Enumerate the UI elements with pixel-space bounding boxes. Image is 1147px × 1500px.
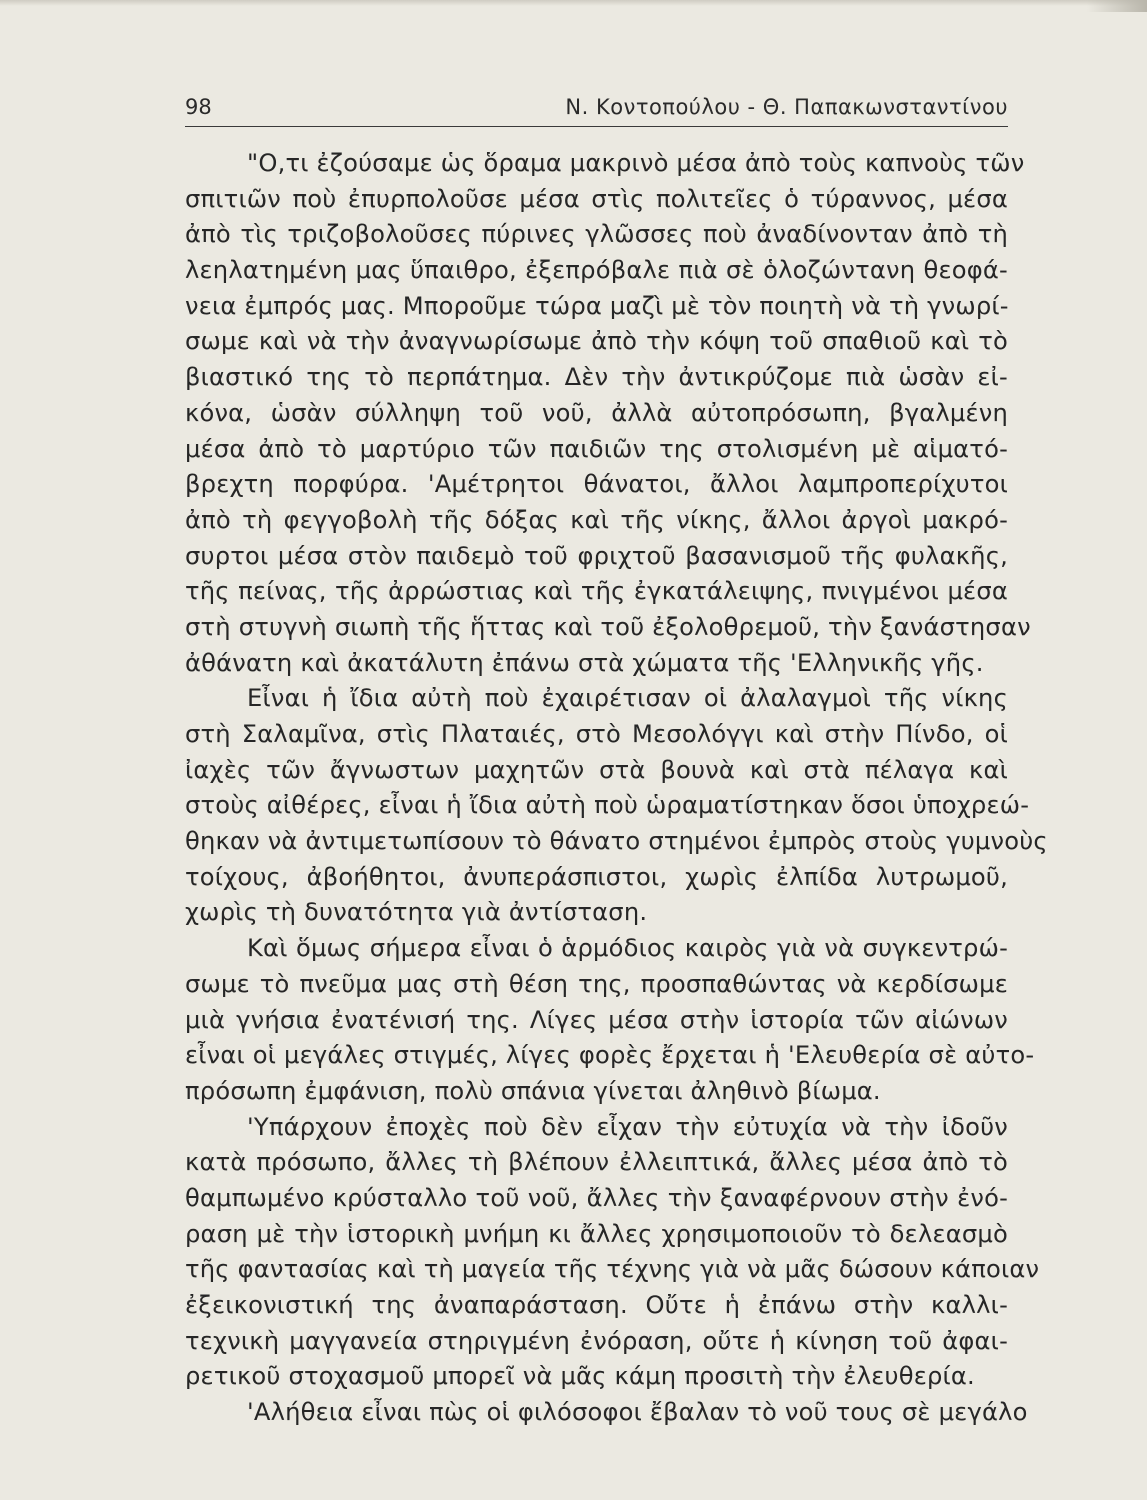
text-line: στοὺς αἰθέρες, εἶναι ἡ ἴδια αὐτὴ ποὺ ὡραματίστηκαν ὅσοι ὑποχρεώ- [185, 791, 1030, 820]
text-line: μέσα ἀπὸ τὸ μαρτύριο τῶν παιδιῶν της στολισμένη μὲ αἱματό- [185, 434, 1008, 463]
page-header [185, 92, 1008, 127]
text-line: εἶναι οἱ μεγάλες στιγμές, λίγες φορὲς ἔρχεται ἡ 'Ελευθερία σὲ αὐτο- [185, 1041, 1035, 1070]
text-line: κατὰ πρόσωπο, ἄλλες τὴ βλέπουν ἐλλειπτικά, ἄλλες μέσα ἀπὸ τὸ [185, 1148, 1008, 1177]
text-line: βιαστικό της τὸ περπάτημα. Δὲν τὴν ἀντικρύζομε πιὰ ὡσὰν εἰ- [185, 363, 1008, 392]
text-line: νεια ἐμπρός μας. Μποροῦμε τώρα μαζὶ μὲ τὸν ποιητὴ νὰ τὴ γνωρί- [185, 291, 1009, 320]
text-line: Εἶναι ἡ ἴδια αὐτὴ ποὺ ἐχαιρέτισαν οἱ ἀλαλαγμοὶ τῆς νίκης [247, 684, 1008, 713]
text-line: στὴ στυγνὴ σιωπὴ τῆς ἥττας καὶ τοῦ ἐξολοθρεμοῦ, τὴν ξανάστησαν [185, 612, 1031, 641]
text-line: στὴ Σαλαμῖνα, στὶς Πλαταιές, στὸ Μεσολόγγι καὶ στὴν Πίνδο, οἱ [185, 720, 1008, 748]
text-line: κόνα, ὡσὰν σύλληψη τοῦ νοῦ, ἀλλὰ αὐτοπρόσωπη, βγαλμένη [185, 398, 1008, 427]
text-line: τεχνικὴ μαγγανεία στηριγμένη ἐνόραση, οὔτε ἡ κίνηση τοῦ ἀφαι- [185, 1326, 1008, 1355]
text-line: πρόσωπη ἐμφάνιση, πολὺ σπάνια γίνεται ἀληθινὸ βίωμα. [185, 1076, 881, 1105]
page-corner-shadow [1087, 0, 1147, 12]
running-head-authors: Ν. Κοντοπούλου - Θ. Παπακωνσταντίνου [565, 95, 1008, 119]
text-line: θηκαν νὰ ἀντιμετωπίσουν τὸ θάνατο στημένοι ἐμπρὸς στοὺς γυμνοὺς [185, 827, 1048, 856]
text-line: "Ο,τι ἐζούσαμε ὡς ὅραμα μακρινὸ μέσα ἀπὸ τοὺς καπνοὺς τῶν [247, 149, 1025, 177]
body-text [185, 146, 1048, 1431]
page-top-edge [0, 0, 1147, 6]
text-line: ἀθάνατη καὶ ἀκατάλυτη ἐπάνω στὰ χώματα τῆς 'Ελληνικῆς γῆς. [185, 648, 984, 677]
text-line: σωμε τὸ πνεῦμα μας στὴ θέση της, προσπαθώντας νὰ κερδίσωμε [185, 969, 1008, 998]
text-line: τῆς πείνας, τῆς ἀρρώστιας καὶ τῆς ἐγκατάλειψης, πνιγμένοι μέσα [185, 577, 1008, 606]
text-line: χωρὶς τὴ δυνατότητα γιὰ ἀντίσταση. [185, 898, 648, 927]
text-line: ἐξεικονιστική της ἀναπαράσταση. Οὔτε ἡ ἐπάνω στὴν καλλι- [185, 1291, 1008, 1319]
text-line: ἰαχὲς τῶν ἄγνωστων μαχητῶν στὰ βουνὰ καὶ στὰ πέλαγα καὶ [185, 755, 1008, 784]
text-line: μιὰ γνήσια ἐνατένισή της. Λίγες μέσα στὴν ἱστορία τῶν αἰώνων [185, 1005, 1008, 1034]
text-line: συρτοι μέσα στὸν παιδεμὸ τοῦ φριχτοῦ βασανισμοῦ τῆς φυλακῆς, [185, 541, 1008, 570]
text-line: θαμπωμένο κρύσταλλο τοῦ νοῦ, ἄλλες τὴν ξαναφέρνουν στὴν ἐνό- [185, 1183, 1008, 1212]
text-line: 'Αλήθεια εἶναι πὼς οἱ φιλόσοφοι ἔβαλαν τὸ νοῦ τους σὲ μεγάλο [247, 1398, 1028, 1427]
text-line: σωμε καὶ νὰ τὴν ἀναγνωρίσωμε ἀπὸ τὴν κόψη τοῦ σπαθιοῦ καὶ τὸ [185, 327, 1008, 356]
text-line: λεηλατημένη μας ὕπαιθρο, ἐξεπρόβαλε πιὰ σὲ ὁλοζώντανη θεοφά- [185, 256, 1008, 285]
text-line: ἀπὸ τὶς τριζοβολοῦσες πύρινες γλῶσσες ποὺ ἀναδίνονταν ἀπὸ τὴ [185, 220, 1008, 249]
text-line: Καὶ ὅμως σήμερα εἶναι ὁ ἁρμόδιος καιρὸς γιὰ νὰ συγκεντρώ- [247, 934, 1008, 963]
text-line: τοίχους, ἀβοήθητοι, ἀνυπεράσπιστοι, χωρὶς ἐλπίδα λυτρωμοῦ, [185, 862, 1008, 891]
text-line: ρετικοῦ στοχασμοῦ μπορεῖ νὰ μᾶς κάμη προσιτὴ τὴν ἐλευθερία. [185, 1362, 975, 1391]
text-line: 'Υπάρχουν ἐποχὲς ποὺ δὲν εἶχαν τὴν εὐτυχία νὰ τὴν ἰδοῦν [247, 1112, 1008, 1141]
text-line: ραση μὲ τὴν ἱστορικὴ μνήμη κι ἄλλες χρησιμοποιοῦν τὸ δελεασμὸ [185, 1219, 1008, 1248]
text-line: ἀπὸ τὴ φεγγοβολὴ τῆς δόξας καὶ τῆς νίκης, ἄλλοι ἀργοὶ μακρό- [185, 505, 1008, 534]
text-line: τῆς φαντασίας καὶ τὴ μαγεία τῆς τέχνης γιὰ νὰ μᾶς δώσουν κάποιαν [185, 1255, 1040, 1284]
text-line: βρεχτη πορφύρα. 'Αμέτρητοι θάνατοι, ἄλλοι λαμπροπερίχυτοι [185, 470, 1008, 499]
text-line: σπιτιῶν ποὺ ἐπυρπολοῦσε μέσα στὶς πολιτεῖες ὁ τύραννος, μέσα [185, 184, 1008, 213]
page-number: 98 [185, 95, 212, 119]
